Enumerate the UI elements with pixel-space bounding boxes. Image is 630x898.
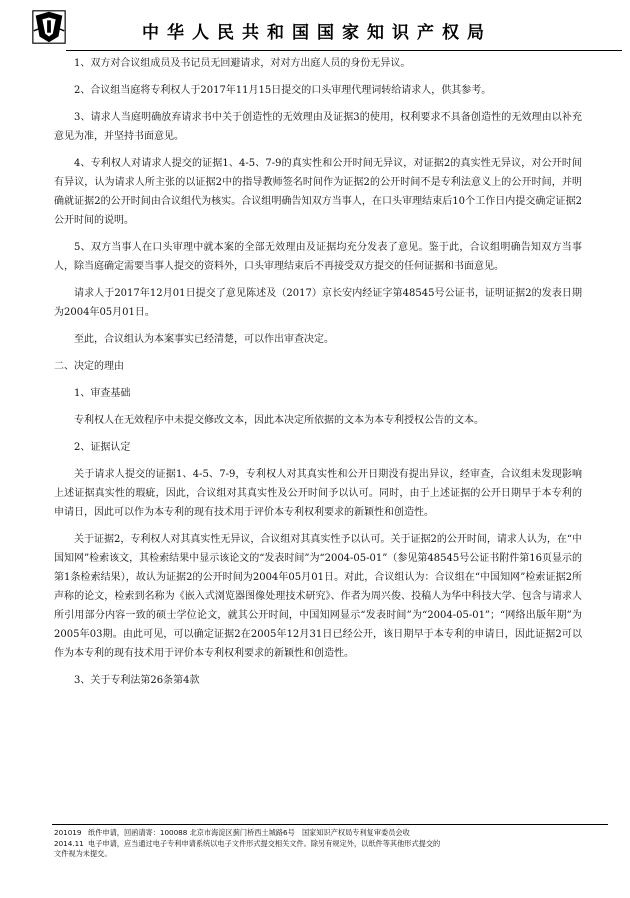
paragraph: 关于请求人提交的证据1、4-5、7-9，专利权人对其真实性和公开日期没有提出异议，经审查，合议组未发现影响上述证据真实性的瑕疵，因此，合议组对其真实性及公开时间予以认可。同时，由于上述证据的公开日期早于本专利的申请日，因此可以作为本专利的现有技术用于评价本专利权利要求的新颖性和创造性。 (54, 469, 582, 518)
mailing-instructions: 纸件申请，回函请寄：100088 北京市海淀区蓟门桥西土城路6号 国家知识产权局专利复审委员会收 (88, 828, 410, 837)
document-body (54, 54, 582, 690)
electronic-instructions: 电子申请，应当通过电子专利申请系统以电子文件形式提交相关文件。除另有规定外，以纸件等其他形式提交的 (88, 838, 441, 848)
form-version: 2014.11 (54, 838, 84, 848)
paragraph: 请求人于2017年12月01日提交了意见陈述及（2017）京长安内经证字第48545号公证书，证明证据2的发表日期为2004年05月01日。 (54, 288, 582, 318)
subsection-heading: 3、关于专利法第26条第4款 (74, 675, 200, 686)
electronic-instructions-cont: 文件视为未提交。 (54, 849, 112, 858)
paragraph: 3、请求人当庭明确放弃请求书中关于创造性的无效理由及证据3的使用，权利要求不具备创造性的无效理由以补充意见为准，并坚持书面意见。 (54, 112, 582, 142)
paragraph: 至此，合议组认为本案事实已经清楚，可以作出审查决定。 (74, 334, 334, 345)
paragraph: 5、双方当事人在口头审理中就本案的全部无效理由及证据均充分发表了意见。鉴于此，合议组明确告知双方当事人，除当庭确定需要当事人提交的资料外，口头审理结束后不再接受双方提交的任何证据和书面意见。 (54, 242, 582, 272)
paragraph: 关于证据2，专利权人对其真实性无异议，合议组对其真实性予以认可。关于证据2的公开时间，请求人认为，在“中国知网”检索该文，其检索结果中显示该论文的“发表时间”为“2004-05-01”（参见第48545号公证书附件第16页显示的第1条检索结果），故认为证据2的公开时间为2004年05月01日。对此，合议组认为：合议组在“中国知网”检索证据2所声称的论文，检索到名称为《嵌入式浏览器图像处理技术研究》、作者为周兴俊、投稿人为华中科技大学、包含与请求人所引用部分内容一致的硕士学位论文，就其公开时间，中国知网显示“发表时间”为“2004-05-01”；“网络出版年期”为2005年03期。由此可见，可以确定证据2在2005年12月31日已经公开，该日期早于本专利的申请日，因此证据2可以作为本专利的现有技术用于评价本专利权利要求的新颖性和创造性。 (54, 534, 582, 659)
form-code: 201019 (54, 828, 82, 837)
page-header (14, 8, 618, 48)
sipo-emblem-icon (30, 8, 68, 46)
paragraph: 1、双方对合议组成员及书记员无回避请求，对对方出庭人员的身份无异议。 (74, 58, 411, 69)
header-divider (66, 50, 622, 51)
subsection-heading: 2、证据认定 (74, 442, 131, 453)
section-heading: 二、决定的理由 (54, 361, 124, 372)
page-footer (54, 828, 614, 860)
footer-divider (52, 824, 608, 825)
org-title: 中华人民共和国国家知识产权局 (142, 23, 492, 43)
paragraph: 专利权人在无效程序中未提交修改文本，因此本决定所依据的文本为本专利授权公告的文本。 (74, 415, 484, 426)
paragraph: 4、专利权人对请求人提交的证据1、4-5、7-9的真实性和公开时间无异议，对证据2的真实性无异议，对公开时间有异议，认为请求人所主张的以证据2中的指导教师签名时间作为证据2的公开时间不是专利法意义上的公开时间，并明确就证据2的公开时间由合议组代为核实。合议组明确告知双方当事人，在口头审理结束后10个工作日内提交确定证据2公开时间的说明。 (54, 158, 582, 226)
paragraph: 2、合议组当庭将专利权人于2017年11月15日提交的口头审理代理词转给请求人，供其参考。 (74, 85, 492, 96)
subsection-heading: 1、审查基础 (74, 388, 131, 399)
